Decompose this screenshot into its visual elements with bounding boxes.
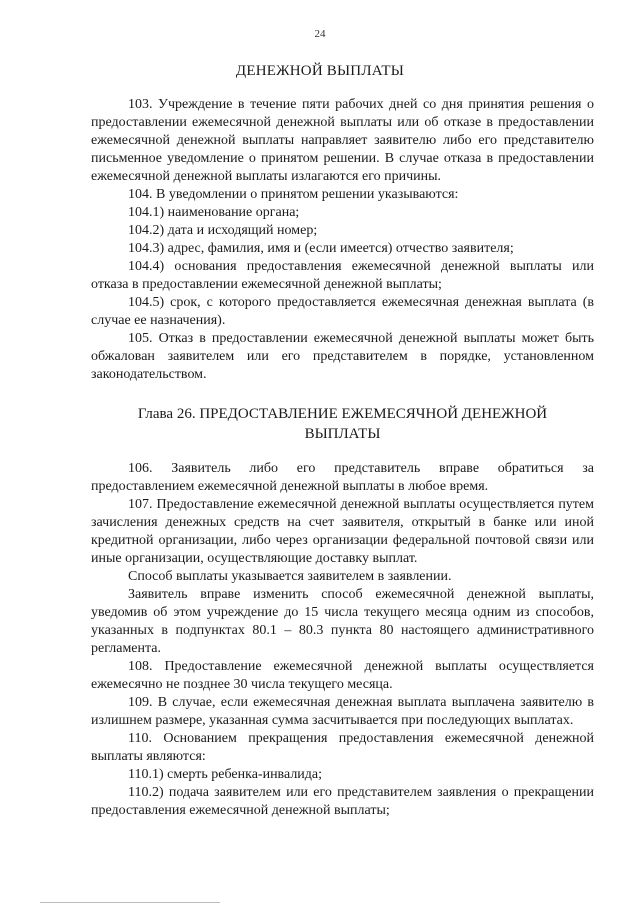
paragraph-104: 104. В уведомлении о принятом решении указываются: [128, 187, 459, 202]
paragraph-107: 107. Предоставление ежемесячной денежной выплаты осуществляется путем зачисления денежных средств на счет заявителя, открытый в банке или иной кредитной организации, либо через организации федеральной почтовой связи или иные организации, осуществляющие доставку выплат. [91, 497, 594, 566]
footer-divider [40, 902, 220, 903]
paragraph-change-method: Заявитель вправе изменить способ ежемесячной денежной выплаты, уведомив об этом учреждение до 15 числа текущего месяца одним из способов, указанных в подпунктах 80.1 – 80.3 пункта 80 настоящего административного регламента. [91, 587, 594, 656]
paragraph-104-3: 104.3) адрес, фамилия, имя и (если имеется) отчество заявителя; [128, 241, 514, 256]
paragraph-104-2: 104.2) дата и исходящий номер; [128, 223, 318, 238]
paragraph-109: 109. В случае, если ежемесячная денежная выплата выплачена заявителю в излишнем размере, указанная сумма засчитывается при последующих выплатах. [91, 695, 594, 728]
paragraph-110-1: 110.1) смерть ребенка-инвалида; [128, 767, 323, 782]
document-body [91, 96, 594, 820]
paragraph-106: 106. Заявитель либо его представитель вправе обратиться за предоставлением ежемесячной денежной выплаты в любое время. [91, 461, 594, 494]
paragraph-104-1: 104.1) наименование органа; [128, 205, 300, 220]
paragraph-payment-method: Способ выплаты указывается заявителем в заявлении. [128, 569, 452, 584]
page-number: 24 [314, 28, 326, 40]
paragraph-103: 103. Учреждение в течение пяти рабочих дней со дня принятия решения о предоставлении ежемесячной денежной выплаты или об отказе в предоставлении ежемесячной денежной выплаты направляет заявителю либо его представителю письменное уведомление о принятом решении. В случае отказа в предоставлении ежемесячной денежной выплаты излагаются его причины. [91, 97, 594, 184]
paragraph-110-2: 110.2) подача заявителем или его представителем заявления о прекращении предоставления ежемесячной денежной выплаты; [91, 785, 594, 818]
paragraph-104-5: 104.5) срок, с которого предоставляется ежемесячная денежная выплата (в случае ее назначения). [91, 295, 594, 328]
section-heading: ДЕНЕЖНОЙ ВЫПЛАТЫ [235, 63, 405, 79]
paragraph-110: 110. Основанием прекращения предоставления ежемесячной денежной выплаты являются: [91, 731, 594, 764]
paragraph-108: 108. Предоставление ежемесячной денежной выплаты осуществляется ежемесячно не позднее 30 числа текущего месяца. [91, 659, 594, 692]
chapter-title: Глава 26. ПРЕДОСТАВЛЕНИЕ ЕЖЕМЕСЯЧНОЙ ДЕНЕЖНОЙ ВЫПЛАТЫ [137, 406, 548, 442]
paragraph-105: 105. Отказ в предоставлении ежемесячной денежной выплаты может быть обжалован заявителем или его представителем в порядке, установленном законодательством. [91, 331, 594, 382]
paragraph-104-4: 104.4) основания предоставления ежемесячной денежной выплаты или отказа в предоставлении ежемесячной денежной выплаты; [91, 259, 594, 292]
